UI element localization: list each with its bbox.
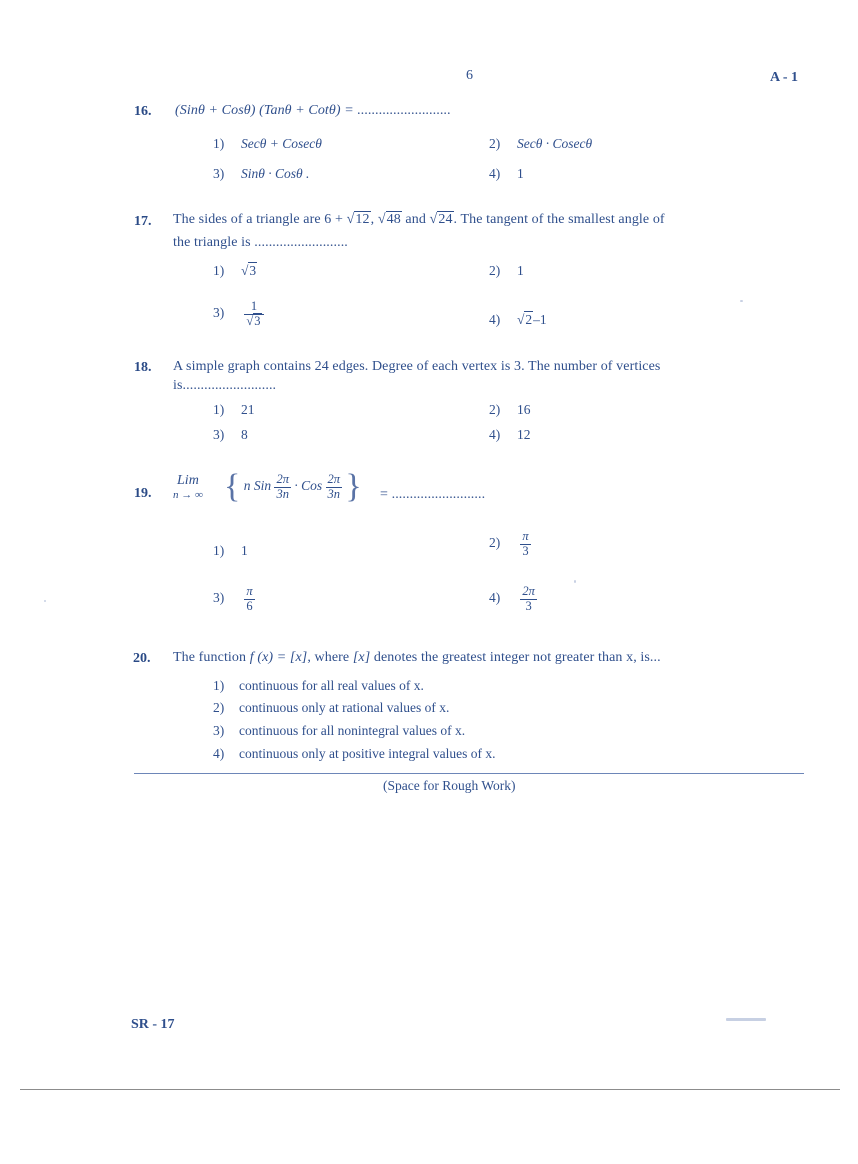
option-2: 2) 16 [489,402,531,417]
rough-work-divider [134,773,804,774]
limit-operator: Lim n → ∞ [173,473,203,502]
question-number: 18. [134,360,152,375]
option-3: 3) 8 [213,427,248,442]
question-number: 17. [134,214,152,229]
scan-speck [726,1018,766,1021]
option-4: 4) $\frac{2\pi}{3}$ [489,584,535,613]
option-4: 4) 1 [489,166,524,181]
rough-work-label: (Space for Rough Work) [383,778,516,793]
question-stem: The sides of a triangle are 6 + √12, √48 and √24. The tangent of the smallest angle of [173,212,665,227]
option-3: 3) $\frac{1}{√3}$ [213,300,264,329]
option-4: 4) √2–1 [489,312,547,327]
question-stem: (Sinθ + Cosθ) (Tanθ + Cotθ) = .......................... [175,103,452,118]
option-2: 2) continuous only at rational values of x. [213,700,450,715]
option-1: 1) Secθ + Cosecθ [213,136,322,151]
page-number: 6 [466,68,473,83]
option-3: 3) $\frac{\pi}{6}$ [213,584,253,613]
limit-expression: { n Sin $\frac{2\pi}{3n}$ · Cos $\frac{2\pi}{3n}$ } [224,468,362,505]
booklet-code: A - 1 [770,70,798,85]
question-number: 16. [134,104,152,119]
option-2: 2) 1 [489,263,524,278]
option-1: 1) 21 [213,402,255,417]
question-stem-cont: is.......................... [173,378,277,393]
option-4: 4) continuous only at positive integral values of x. [213,746,496,761]
question-stem-cont: the triangle is .......................... [173,235,348,250]
question-blank: = .......................... [380,487,486,502]
option-2: 2) $\frac{\pi}{3}$ [489,529,529,558]
footer-code: SR - 17 [131,1017,175,1032]
question-number: 19. [134,486,152,501]
option-3: 3) Sinθ · Cosθ . [213,166,310,181]
question-number: 20. [133,651,151,666]
scan-speck [740,300,743,302]
option-2: 2) Secθ · Cosecθ [489,136,593,151]
question-stem: The function f (x) = [x], where [x] denotes the greatest integer not greater than x, is... [173,650,661,665]
page-bottom-line [20,1089,840,1090]
option-1: 1) continuous for all real values of x. [213,678,424,693]
option-3: 3) continuous for all nonintegral values of x. [213,723,466,738]
option-4: 4) 12 [489,427,531,442]
scan-speck [574,580,576,583]
option-1: 1) √3 [213,263,257,278]
option-1: 1) 1 [213,543,248,558]
question-stem: A simple graph contains 24 edges. Degree of each vertex is 3. The number of vertices [173,359,661,374]
scan-speck [44,600,46,602]
